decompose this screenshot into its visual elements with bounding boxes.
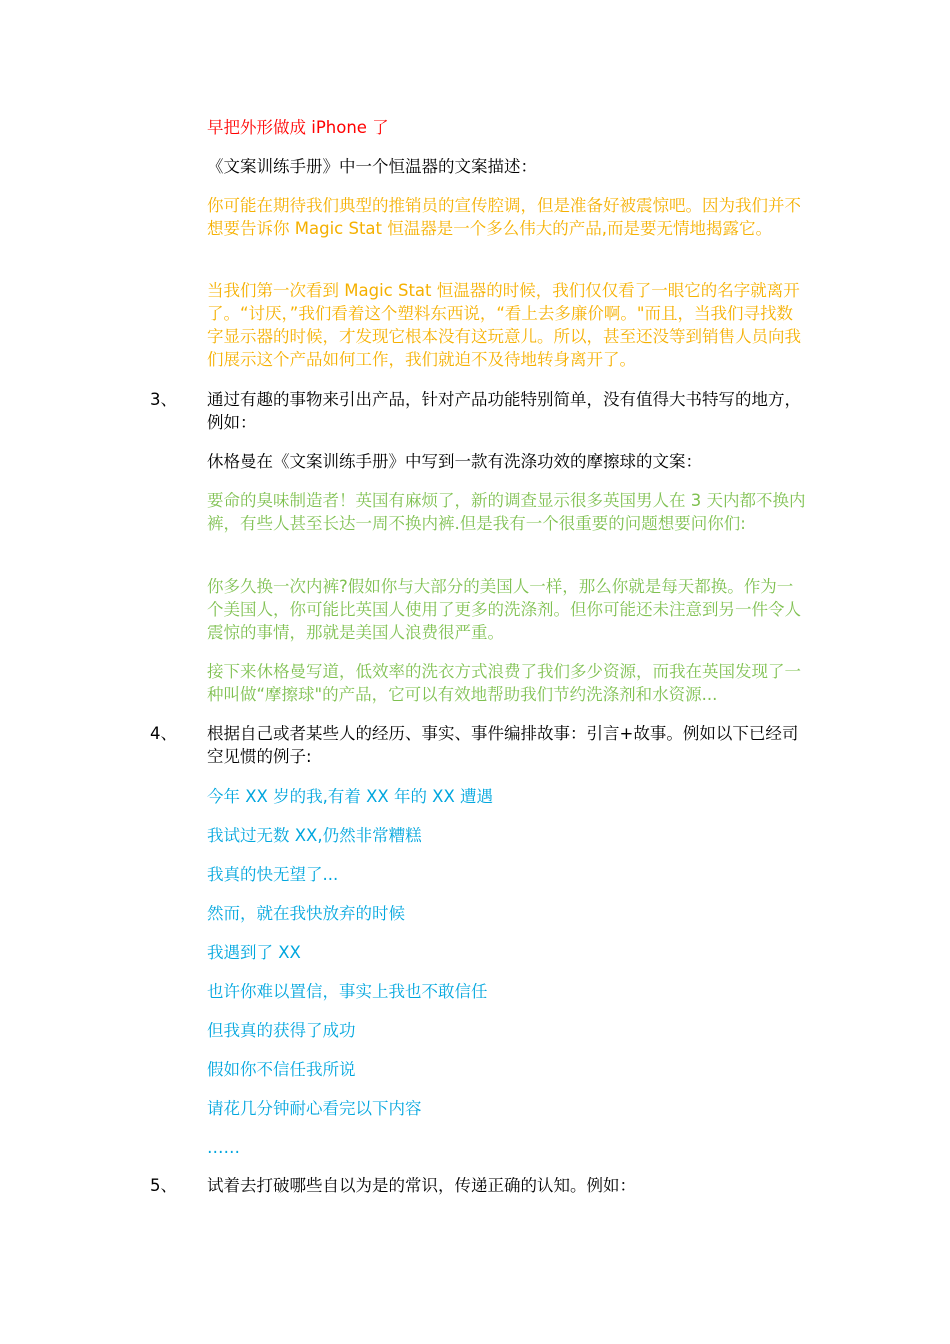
story-line-4: 然而，就在我快放弃的时候 (207, 904, 405, 923)
list-number-4: 4、 (150, 724, 177, 743)
story-line-3: 我真的快无望了... (207, 865, 339, 884)
intro-friction-ball: 休格曼在《文案训练手册》中写到一款有洗涤功效的摩擦球的文案： (207, 452, 702, 471)
list-item-3-text: 通过有趣的事物来引出产品，针对产品功能特别简单，没有值得大书特写的地方，例如： (207, 390, 801, 432)
story-line-ellipsis: …… (207, 1138, 240, 1157)
story-line-1: 今年 XX 岁的我,有着 XX 年的 XX 遭遇 (207, 787, 494, 806)
list-item-4-text: 根据自己或者某些人的经历、事实、事件编排故事：引言+故事。例如以下已经司空见惯的例子: (207, 724, 799, 766)
list-number-5: 5、 (150, 1176, 177, 1195)
thermostat-copy-paragraph-1: 你可能在期待我们典型的推销员的宣传腔调，但是准备好被震惊吧。因为我们并不想要告诉你 Magic Stat 恒温器是一个多么伟大的产品,而是要无情地揭露它。 (207, 196, 801, 238)
story-line-5: 我遇到了 XX (207, 943, 301, 962)
friction-ball-copy-paragraph-3: 接下来休格曼写道，低效率的洗衣方式浪费了我们多少资源，而我在英国发现了一种叫做“摩擦球"的产品，它可以有效地帮助我们节约洗涤剂和水资源... (207, 662, 801, 704)
story-line-2: 我试过无数 XX,仍然非常糟糕 (207, 826, 422, 845)
thermostat-copy-paragraph-2: 当我们第一次看到 Magic Stat 恒温器的时候，我们仅仅看了一眼它的名字就离开了。“讨厌，”我们看着这个塑料东西说，“看上去多廉价啊。"而且，当我们寻找数字显示器的时候，才发现它根本没有这玩意儿。所以，甚至还没等到销售人员向我们展示这个产品如何工作，我们就迫不及待地转身离开了。 (207, 281, 801, 369)
intro-thermostat: 《文案训练手册》中一个恒温器的文案描述： (207, 157, 537, 176)
story-line-7: 但我真的获得了成功 (207, 1021, 356, 1040)
story-line-6: 也许你难以置信，事实上我也不敢信任 (207, 982, 488, 1001)
heading-iphone: 早把外形做成 iPhone 了 (207, 118, 389, 137)
list-number-3: 3、 (150, 390, 177, 409)
story-line-9: 请花几分钟耐心看完以下内容 (207, 1099, 422, 1118)
story-line-8: 假如你不信任我所说 (207, 1060, 356, 1079)
friction-ball-copy-paragraph-2: 你多久换一次内裤?假如你与大部分的美国人一样，那么你就是每天都换。作为一个美国人，你可能比英国人使用了更多的洗涤剂。但你可能还未注意到另一件令人震惊的事情，那就是美国人浪费很严重。 (207, 577, 801, 642)
list-item-5-text: 试着去打破哪些自以为是的常识，传递正确的认知。例如： (207, 1176, 636, 1195)
friction-ball-copy-paragraph-1: 要命的臭味制造者！英国有麻烦了，新的调查显示很多英国男人在 3 天内都不换内裤，有些人甚至长达一周不换内裤.但是我有一个很重要的问题想要问你们: (207, 491, 806, 533)
